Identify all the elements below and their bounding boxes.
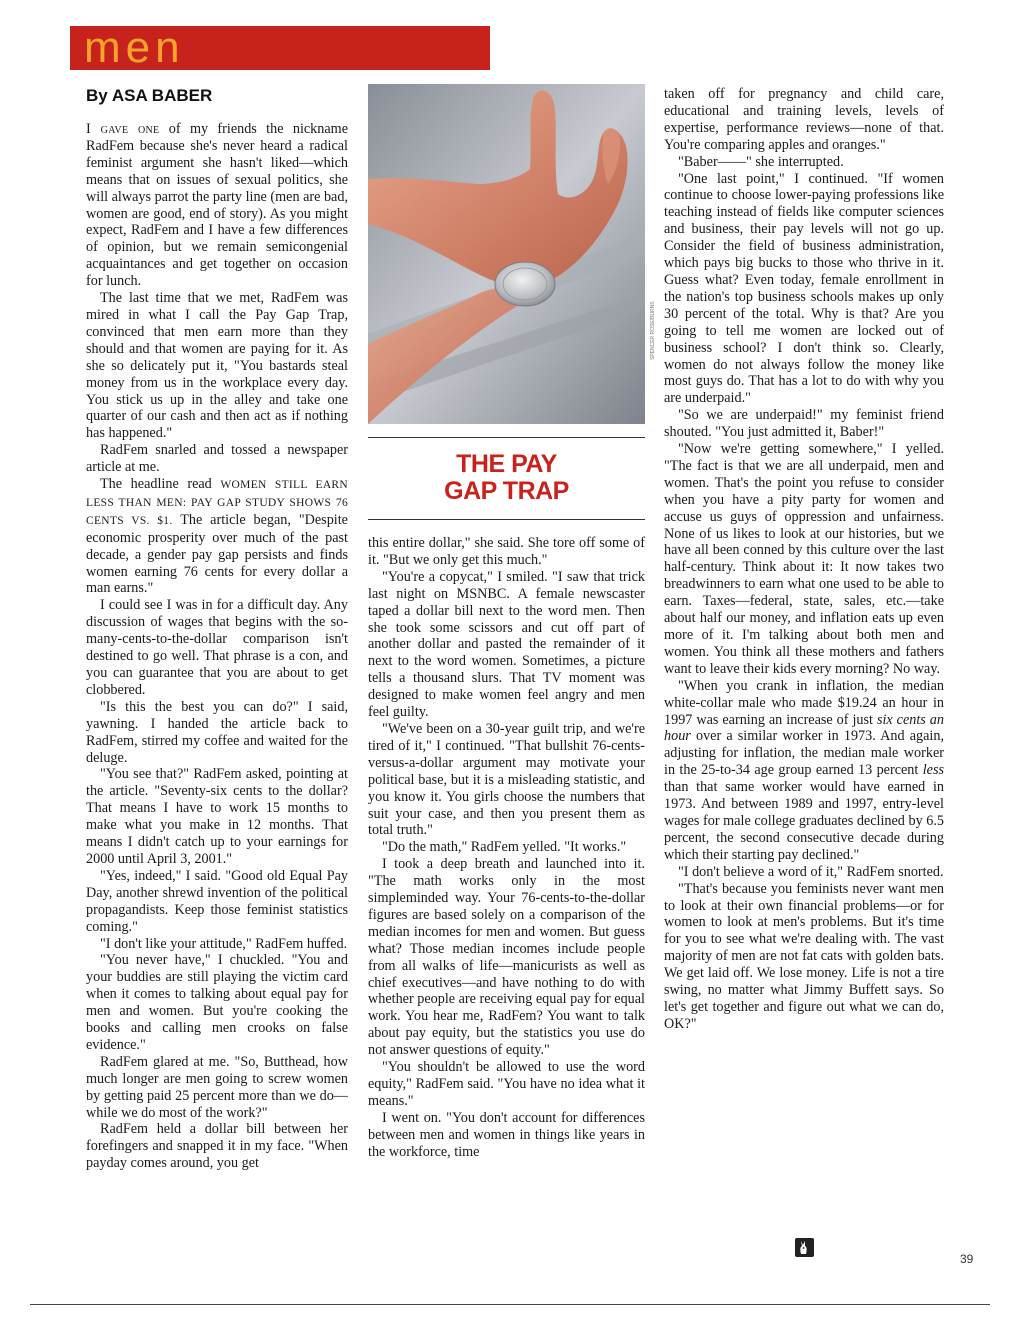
article-headline	[368, 451, 645, 505]
paragraph: "I don't believe a word of it," RadFem snorted.	[678, 863, 944, 880]
page-number: 39	[960, 1252, 974, 1266]
emphasis: less	[922, 762, 944, 779]
headline-line-2: GAP TRAP	[444, 477, 569, 505]
paragraph: I went on. "You don't account for differences between men and women in things like years in the workforce, time	[368, 1109, 645, 1160]
emphasis: six cents an hour	[664, 711, 944, 745]
paragraph: "You shouldn't be allowed to use the word equity," RadFem said. "You have no idea what it means."	[368, 1059, 645, 1109]
paragraph: "Is this the best you can do?" I said, yawning. I handed the article back to RadFem, stirred my coffee and waited for the deluge.	[86, 698, 348, 766]
paragraph: "Baber——" she interrupted.	[678, 153, 844, 170]
paragraph: "You see that?" RadFem asked, pointing at the article. "Seventy-six cents to the dollar? That means I have to work 15 months to make what you make in 12 months. That means I didn't catch up to your earnings for 2000 until April 3, 2001."	[86, 766, 348, 867]
paragraph-text: "When you crank in inflation, the median white-collar male who made $19.24 an hour in 1997 was earning an increase of just	[664, 677, 944, 728]
paragraph: The last time that we met, RadFem was mired in what I call the Pay Gap Trap, convinced that men earn more than they should and that women are paying for it. As she so delicately put it, "You bastards steal money from us in the workplace every day. You stick us up in the alley and take one quarter of our cash and then act as if nothing has happened."	[86, 290, 348, 442]
headline-rule-top	[368, 437, 645, 438]
paragraph: RadFem held a dollar bill between her forefingers and snapped it in my face. "When payday comes around, you get	[86, 1121, 348, 1172]
paragraph: "One last point," I continued. "If women continue to choose lower-paying professions like teaching instead of fields like computer sciences and business, their pay levels will not go up. Consider the field of business administration, which pays big bucks to those who thrive in it. Guess what? Even today, female enrollment in the nation's top business schools makes up only 30 percent of the total. Why is that? Are you going to tell me women are locked out of business school? I don't think so. Clearly, women do not always follow the money like most guys do. That has a lot to do with why you are underpaid."	[664, 170, 944, 407]
newspaper-headline: WOMEN STILL EARN LESS THAN MEN: PAY GAP STUDY SHOWS 76 CENTS VS. $1.	[86, 479, 348, 527]
paragraph: "Now we're getting somewhere," I yelled. "The fact is that we are all underpaid, men and women. That's the point you refuse to consider when you have a pity party for women and accuse us guys of oppression and unfairness. None of us likes to look at our histories, but we have all been conned by this culture over the last half-century. Think about it: It now takes two breadwinners to earn what one used to be able to earn. Taxes—federal, state, sales, etc.—take about half our money, and inflation eats up even more of it. I'm talking about both men and women. You think all these mothers and fathers want to leave their kids every morning? No way.	[664, 441, 944, 677]
column-2	[368, 535, 645, 1161]
paragraph: of my friends the nickname RadFem because she's never heard a radical feminist argument she hasn't liked—which means that on issues of sexual politics, she will always parrot the party line (men are bad, women are good, end of story). As you might expect, RadFem and I have a few differences of opinion, but we remain semicongenial acquaintances and get together on occasion for lunch.	[86, 121, 348, 290]
paragraph-text: The headline read	[100, 476, 212, 493]
lead-smallcaps: I gave one	[86, 121, 160, 137]
paragraph: "We've been on a 30-year guilt trip, and we're tired of it," I continued. "That bullshit 76-cents-versus-a-dollar argument may motivate your political base, but it is a misleading statistic, and you know it. You girls choose the numbers that suit your case, and then you present them as total truth."	[368, 720, 645, 839]
headline-line-1: THE PAY	[456, 450, 557, 478]
paragraph: RadFem glared at me. "So, Butthead, how much longer are men going to screw women by getting paid 25 percent more than we do—while we do most of the work?"	[86, 1053, 348, 1121]
paragraph: I could see I was in for a difficult day. Any discussion of wages that begins with the so-many-cents-to-the-dollar comparison isn't destined to go well. That phrase is a con, and you can guarantee that you are about to get clobbered.	[86, 597, 348, 698]
rabbit-head-logo-icon	[795, 1238, 814, 1257]
paragraph: "That's because you feminists never want men to look at their own financial problems—or for women to look at men's problems. But it's time for you to see what we're dealing with. The vast majority of men are not fat cats with golden bats. We get laid off. We lose money. Life is not a tire swing, no matter what Jimmy Buffett says. So let's get together and figure out what we can do, OK?"	[664, 880, 944, 1032]
paragraph: I took a deep breath and launched into it. "The math works only in the most simpleminded way. Your 76-cents-to-the-dollar figures are based solely on a comparison of the median incomes for men and women. But guess what? Those median incomes include people from all walks of life—manicurists as well as chief executives—and have nothing to do with whether people are receiving equal pay for equal work. You hear me, RadFem? You want to talk about pay equity, but the statistics you use do not answer questions of equity."	[368, 856, 645, 1059]
paragraph: taken off for pregnancy and child care, educational and training levels, levels of expertise, performance reviews—none of that. You're comparing apples and oranges."	[664, 86, 944, 153]
byline: By ASA BABER	[86, 86, 213, 105]
column-3	[664, 86, 944, 1033]
bottom-divider	[30, 1304, 990, 1305]
paragraph: "Do the math," RadFem yelled. "It works."	[382, 839, 627, 856]
hand-coin-photo	[368, 84, 645, 424]
paragraph: this entire dollar," she said. She tore off some of it. "But we only get this much."	[368, 535, 645, 568]
paragraph-text: The article began, "Despite economic prosperity over much of the past decade, a gender pay gap persists and finds women earning 76 cents for every dollar a man earns."	[86, 511, 348, 597]
photo-credit: SPENCER ROSE/BURNS	[650, 301, 656, 360]
paragraph: RadFem snarled and tossed a newspaper article at me.	[86, 442, 348, 476]
paragraph: "You never have," I chuckled. "You and your buddies are still playing the victim card when it comes to talking about equal pay for men and women. But you're cooking the books and calling men crooks on false evidence."	[86, 952, 348, 1053]
paragraph: "I don't like your attitude," RadFem huffed.	[100, 935, 348, 952]
paragraph-text: over a similar worker in 1973. And again, adjusting for inflation, the median male worker in the 25-to-34 age group earned 13 percent	[664, 728, 945, 779]
paragraph: "You're a copycat," I smiled. "I saw that trick last night on MSNBC. A female newscaster taped a dollar bill next to the word men. Then she took some scissors and cut off part of another dollar and pasted the remainder of it next to the word women. Sometimes, a picture tells a thousand slurs. That TV moment was designed to make women feel angry and men feel guilty.	[368, 568, 645, 721]
paragraph: "Yes, indeed," I said. "Good old Equal Pay Day, another shrewd invention of the political propagandists. Keep those feminist statistics coming."	[86, 867, 348, 935]
column-1	[86, 121, 348, 1172]
paragraph: "So we are underpaid!" my feminist friend shouted. "You just admitted it, Baber!"	[664, 407, 944, 441]
paragraph	[664, 678, 944, 864]
section-banner	[70, 23, 490, 72]
paragraph-text: than that same worker would have earned in 1973. And between 1989 and 1997, entry-level wages for male college graduates declined by 6.5 percent, the second consecutive decade during which their starting pay declined."	[664, 779, 944, 863]
section-title: men	[84, 23, 185, 72]
paragraph	[86, 476, 348, 597]
headline-rule-bottom	[368, 519, 645, 520]
